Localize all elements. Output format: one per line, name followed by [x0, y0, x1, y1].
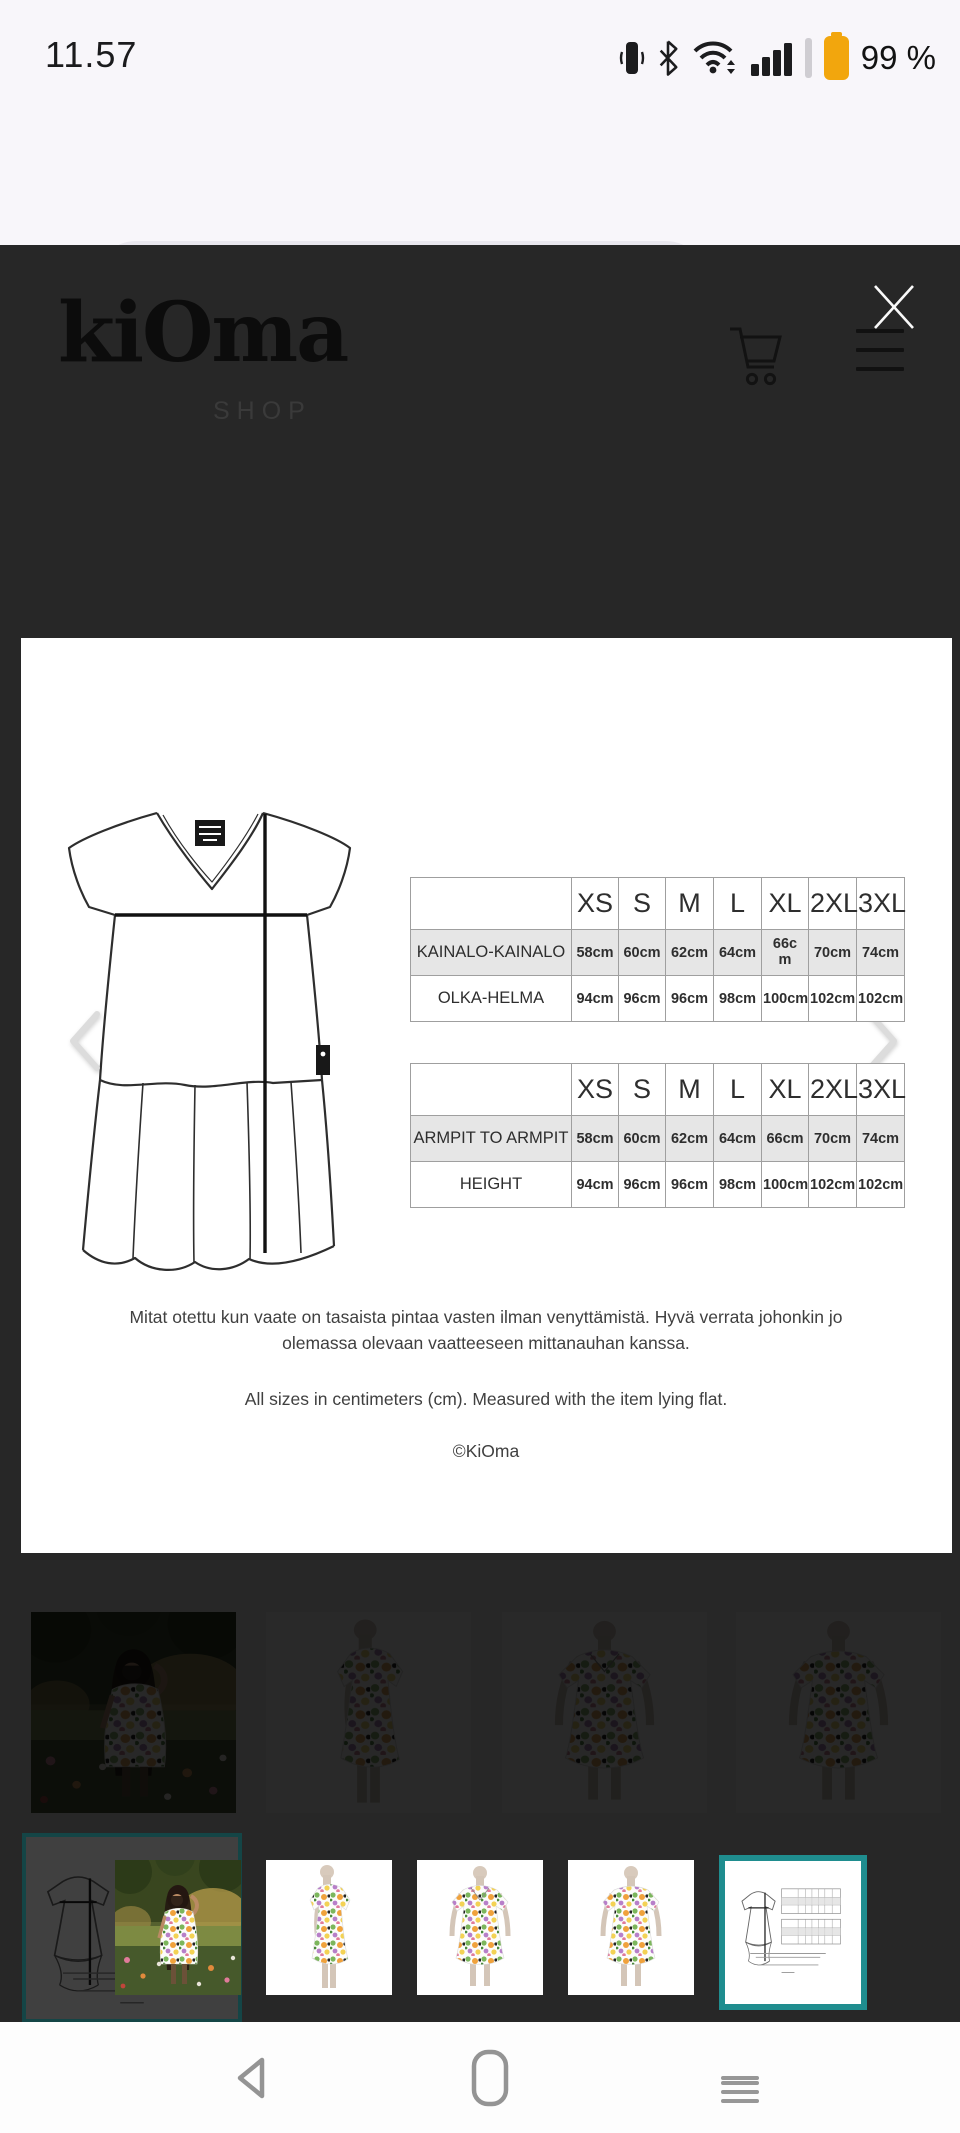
gallery-image-front-dimmed: [502, 1612, 707, 1813]
copyright: ©KiOma: [452, 1441, 520, 1461]
site-logo: kiOma: [58, 285, 348, 381]
vibrate-icon: [619, 36, 645, 80]
table-row: OLKA-HELMA 94cm 96cm 96cm 98cm 100cm 102cm 102cm: [411, 976, 905, 1022]
browser-toolbar: [0, 115, 960, 245]
measurement-note-english: All sizes in centimeters (cm). Measured with the item lying flat.: [244, 1389, 728, 1409]
battery-percent: 99 %: [860, 38, 936, 76]
wifi-icon: [691, 37, 737, 79]
prev-image-arrow[interactable]: [67, 1010, 103, 1072]
android-nav-bar: [0, 2022, 960, 2133]
home-pill-icon: [470, 2048, 510, 2108]
size-table-english: XS S M L XL 2XL 3XL ARMPIT TO ARMPIT 58cm 60cm 62cm 64cm 66cm 70cm 74cm HEIGHT 94cm 96cm 96cm 98cm 100cm 102cm 102cm: [410, 1063, 905, 1208]
signal-icon: [749, 38, 793, 78]
thumbnail-mannequin-front[interactable]: [417, 1860, 543, 1995]
thumbnail-mannequin-side[interactable]: [266, 1860, 392, 1995]
gallery-image-garden-dimmed: [31, 1612, 236, 1813]
table-row: HEIGHT 94cm 96cm 96cm 98cm 100cm 102cm 102cm: [411, 1162, 905, 1208]
nav-recents-button[interactable]: [700, 2022, 780, 2133]
nav-back-button[interactable]: [210, 2022, 290, 2133]
cart-button[interactable]: [726, 323, 784, 393]
recents-icon: [721, 2076, 759, 2080]
table-row: ARMPIT TO ARMPIT 58cm 60cm 62cm 64cm 66cm 70cm 74cm: [411, 1116, 905, 1162]
status-icons: [619, 0, 936, 115]
battery-icon: [824, 36, 849, 80]
gallery-image-side-dimmed: [266, 1612, 471, 1813]
site-menu-button[interactable]: [856, 329, 904, 371]
side-tag: [316, 1045, 330, 1075]
chevron-left-icon: [73, 1014, 97, 1068]
clock: 11.57: [45, 34, 138, 75]
site-logo-sub: SHOP: [213, 397, 312, 425]
thumbnail-size-chart-selected[interactable]: [719, 1855, 867, 2010]
sim2-signal-bar: [805, 38, 812, 78]
lightbox-close-button[interactable]: [868, 281, 920, 333]
thumbnail-garden-photo[interactable]: [115, 1860, 241, 1995]
lightbox-overlay: [0, 245, 960, 2022]
back-icon: [232, 2055, 268, 2101]
table-row: KAINALO-KAINALO 58cm 60cm 62cm 64cm 66cm 70cm 74cm: [411, 930, 905, 976]
bluetooth-icon: [657, 38, 679, 78]
chevron-right-icon: [870, 1014, 894, 1068]
thumbnail-mannequin-back[interactable]: [568, 1860, 694, 1995]
nav-home-button[interactable]: [450, 2022, 530, 2133]
size-table-finnish: XS S M L XL 2XL 3XL KAINALO-KAINALO 58cm 60cm 62cm 64cm 66cm 70cm 74cm OLKA-HELMA 94cm 96cm 96cm 98cm 100cm 102cm 102cm: [410, 877, 905, 1022]
status-bar: [0, 0, 960, 115]
cart-icon: [726, 323, 784, 393]
measurement-note-finnish: Mitat otettu kun vaate on tasaista pintaa vasten ilman venyttämistä. Hyvä verrata johonkin jo olemassa olevaan vaatteeseen mittanauhan kanssa.: [129, 1307, 843, 1353]
size-chart-modal: [21, 638, 952, 1553]
close-icon: [868, 281, 920, 333]
gallery-image-back-dimmed: [736, 1612, 941, 1813]
